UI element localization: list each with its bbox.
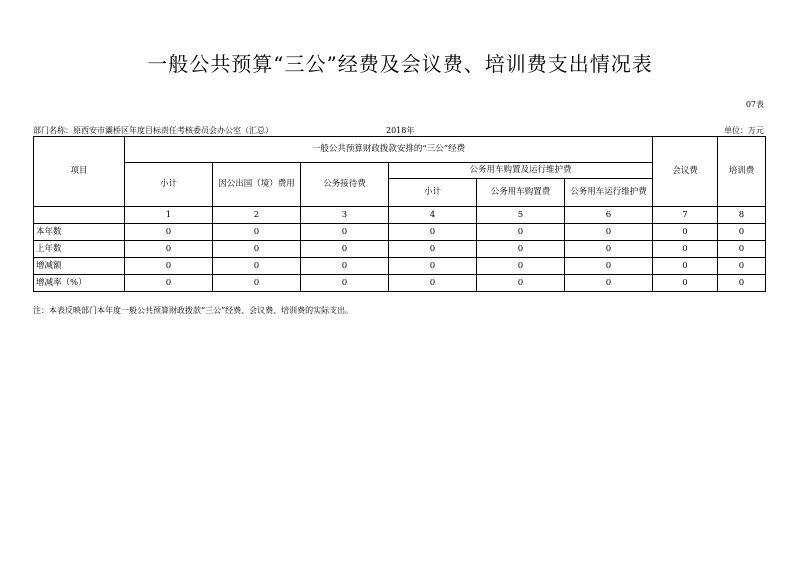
table-row [34,241,766,258]
column-number: 6 [565,207,653,224]
table-row [34,224,766,241]
report-title: 一般公共预算“三公”经费及会议费、培训费支出情况表 [147,52,653,76]
row-label: 上年数 [34,241,125,258]
table-cell: 0 [301,241,389,258]
header-vehicle-group: 公务用车购置及运行维护费 [389,163,653,179]
table-cell: 0 [125,224,213,241]
header-abroad: 因公出国（境）费用 [213,163,301,207]
table-cell: 0 [477,275,565,292]
header-reception: 公务接待费 [301,163,389,207]
header-subtotal: 小计 [125,163,213,207]
table-cell: 0 [389,241,477,258]
header-training-fee: 培训费 [718,137,766,207]
header-meeting-fee: 会议费 [653,137,718,207]
table-cell: 0 [125,258,213,275]
table-cell: 0 [477,241,565,258]
table-cell: 0 [125,275,213,292]
table-cell: 0 [389,224,477,241]
column-number-blank [34,207,125,224]
table-cell: 0 [565,258,653,275]
column-number: 1 [125,207,213,224]
table-cell: 0 [653,275,718,292]
column-number: 5 [477,207,565,224]
table-cell: 0 [301,275,389,292]
table-cell: 0 [213,224,301,241]
unit-label: 单位：万元 [724,126,764,135]
column-number: 2 [213,207,301,224]
column-number: 3 [301,207,389,224]
table-cell: 0 [718,258,766,275]
table-cell: 0 [718,275,766,292]
table-cell: 0 [125,241,213,258]
table-cell: 0 [653,224,718,241]
table-note: 注：本表反映部门本年度一般公共预算财政拨款“三公”经费、会议费、培训费的实际支出。 [33,306,354,315]
table-row [34,275,766,292]
report-year: 2018年 [386,126,415,135]
table-cell: 0 [213,241,301,258]
table-cell: 0 [477,224,565,241]
row-label: 增减额 [34,258,125,275]
table-cell: 0 [213,258,301,275]
header-vehicle-purchase: 公务用车购置费 [477,179,565,207]
table-cell: 0 [653,241,718,258]
table-row [34,258,766,275]
row-label: 增减率（%） [34,275,125,292]
header-vehicle-maintenance: 公务用车运行维护费 [565,179,653,207]
column-number: 8 [718,207,766,224]
table-cell: 0 [477,258,565,275]
table-cell: 0 [565,224,653,241]
expenditure-table [33,136,766,292]
table-cell: 0 [565,241,653,258]
row-label: 本年数 [34,224,125,241]
header-item: 项目 [34,137,125,207]
header-three-public-group: 一般公共预算财政拨款安排的“三公”经费 [125,137,653,163]
department-name: 部门名称：原西安市灞桥区年度目标责任考核委员会办公室（汇总） [33,126,273,135]
form-number: 07表 [745,100,764,109]
table-cell: 0 [653,258,718,275]
table-cell: 0 [213,275,301,292]
table-cell: 0 [565,275,653,292]
table-cell: 0 [301,224,389,241]
table-cell: 0 [718,241,766,258]
table-cell: 0 [301,258,389,275]
column-number: 7 [653,207,718,224]
column-number-row [34,207,766,224]
column-number: 4 [389,207,477,224]
table-cell: 0 [718,224,766,241]
header-vehicle-subtotal: 小计 [389,179,477,207]
table-cell: 0 [389,275,477,292]
table-cell: 0 [389,258,477,275]
